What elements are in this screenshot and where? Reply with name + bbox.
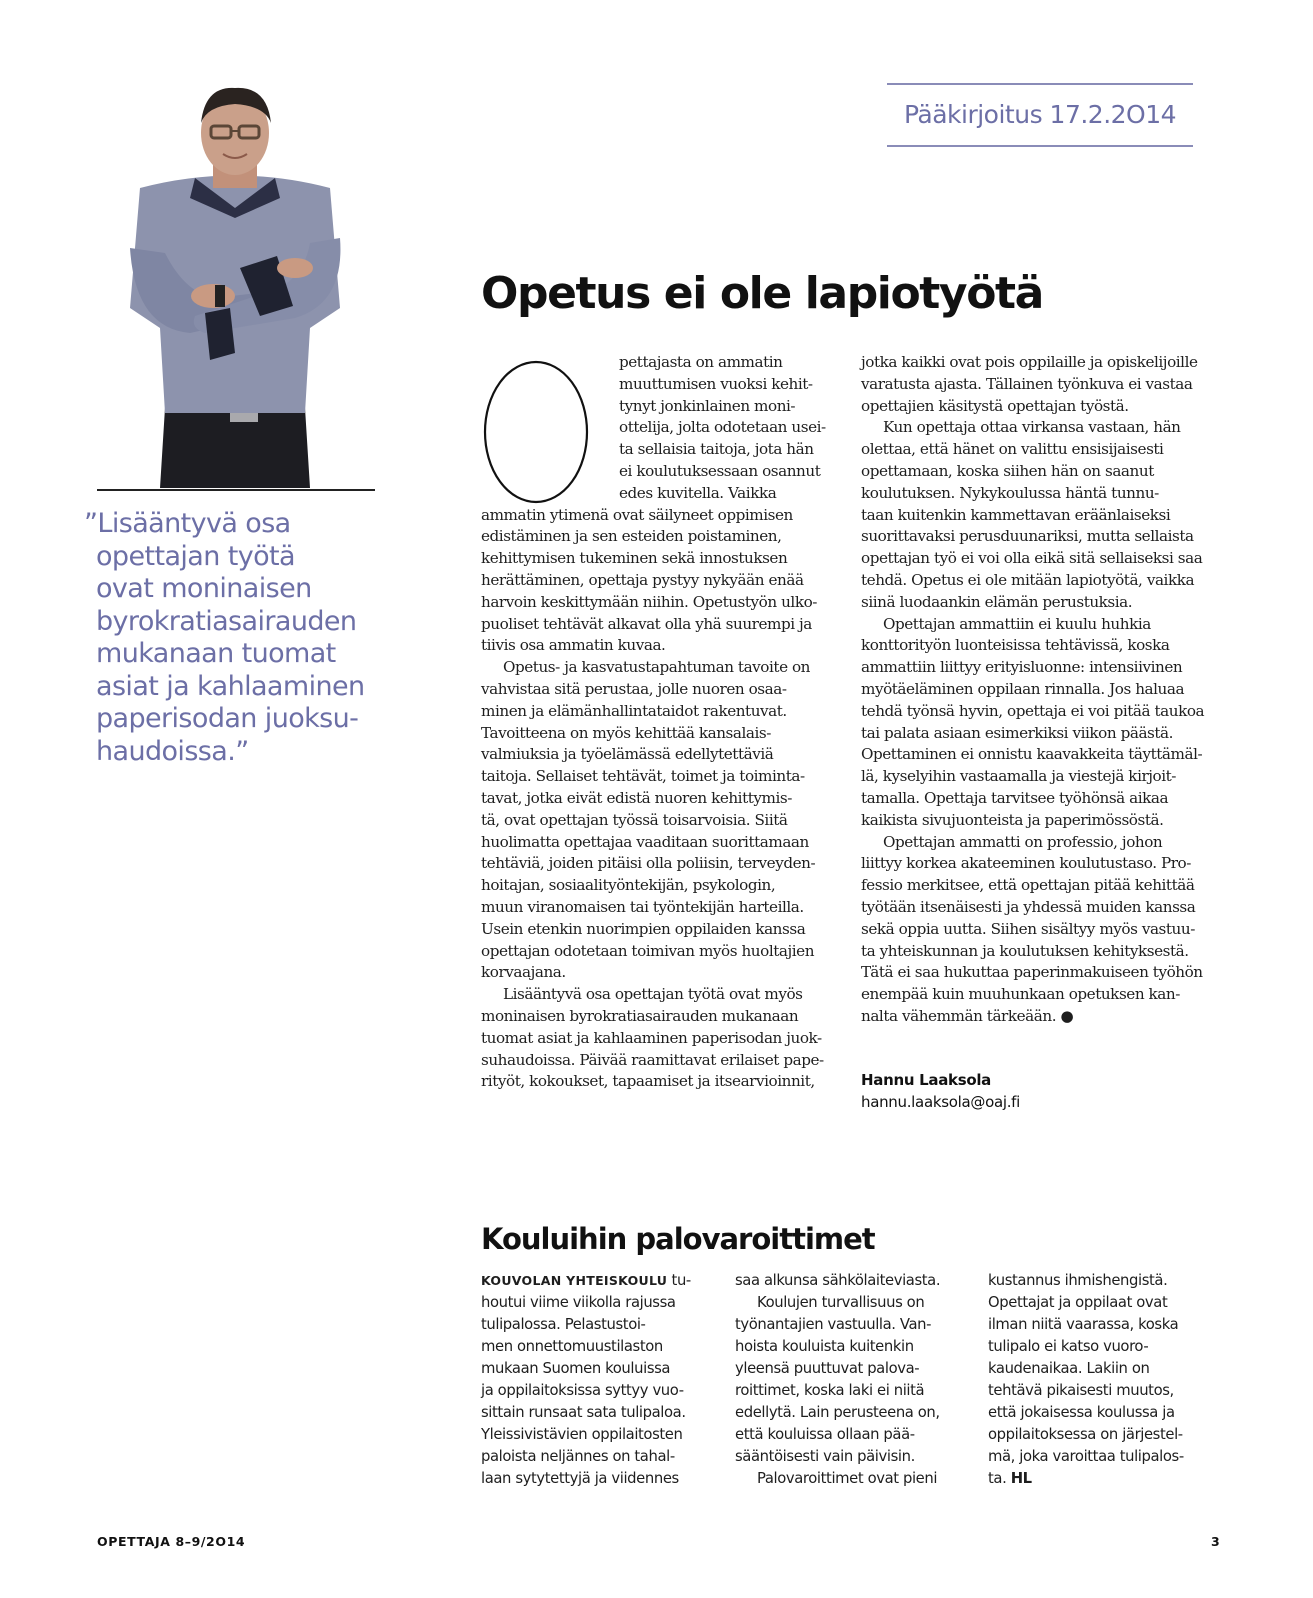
body-line: jotka kaikki ovat pois oppilaille ja opiskelijoille: [861, 353, 1198, 371]
body-line: Opettajan ammattiin ei kuulu huhkia: [883, 614, 1151, 633]
body-line: koulutuksen. Nykykoulussa häntä tunnu-: [861, 483, 1159, 502]
body-line: tuomat asiat ja kahlaaminen paperisodan juok-: [481, 1028, 822, 1047]
body-line: rityöt, kokoukset, tapaamiset ja itsearvioinnit,: [481, 1072, 815, 1091]
body-line: Opettajan ammatti on professio, johon: [883, 832, 1163, 851]
body-line: ammattiin liittyy erityisluonne: intensiivinen: [861, 658, 1183, 677]
body-line: ammatin ytimenä ovat säilyneet oppimisen: [481, 505, 793, 524]
news-line: sääntöisesti vain päivisin.: [735, 1448, 915, 1465]
news-line: mä, joka varoittaa tulipalos-: [988, 1448, 1184, 1465]
news-line: sittain runsaat sata tulipaloa.: [481, 1404, 686, 1421]
body-line: lä, kyselyihin vastaamalla ja viestejä kirjoit-: [861, 767, 1176, 786]
news-line: Opettajat ja oppilaat ovat: [988, 1294, 1168, 1311]
body-line: pettajasta on ammatin: [619, 353, 783, 371]
news-line: ilman niitä vaarassa, koska: [988, 1316, 1179, 1333]
body-line: ta sellaisia taitoja, jota hän: [619, 440, 814, 459]
body-line: tehdä. Opetus ei ole mitään lapiotyötä, vaikka: [861, 570, 1195, 589]
body-line: tehtäviä, joiden pitäisi olla poliisin, terveyden-: [481, 854, 816, 873]
body-line: opettajan odotetaan toimivan myös huoltajien: [481, 941, 815, 960]
news-line: houtui viime viikolla rajussa: [481, 1294, 676, 1311]
news-last-prefix: ta.: [988, 1470, 1011, 1487]
pull-quote-line: asiat ja kahlaaminen: [96, 670, 365, 702]
news-signature: HL: [1010, 1470, 1032, 1487]
pull-quote-line: ”Lisääntyvä osa: [84, 508, 291, 539]
news-headline: Kouluihin palovaroittimet: [481, 1222, 875, 1256]
news-line: Koulujen turvallisuus on: [757, 1294, 925, 1311]
news-column-2: [735, 1270, 940, 1490]
body-line: Usein etenkin nuorimpien oppilaiden kanssa: [481, 919, 806, 938]
news-line: että jokaisessa koulussa ja: [988, 1404, 1175, 1421]
body-line: konttorityön luonteisissa tehtävissä, koska: [861, 636, 1170, 655]
news-line: tehtävä pikaisesti muutos,: [988, 1382, 1174, 1399]
body-line: kaikista sivujuonteista ja paperimössöstä.: [861, 810, 1164, 829]
section-label: Pääkirjoitus 17.2.2O14: [903, 100, 1177, 129]
body-line: edes kuvitella. Vaikka: [619, 483, 777, 502]
body-line: suorittavaksi perusduunariksi, mutta sellaista: [861, 527, 1194, 546]
body-line: taan kuitenkin kammettavan eräänlaiseksi: [861, 505, 1171, 524]
news-lead-caps: KOUVOLAN YHTEISKOULU: [481, 1273, 668, 1288]
pull-quote-line: opettajan työtä: [96, 540, 295, 572]
body-line: ta yhteiskunnan ja koulutuksen kehityksestä.: [861, 941, 1189, 960]
body-line: muuttumisen vuoksi kehit-: [619, 374, 813, 393]
news-line: tulipalo ei katso vuoro-: [988, 1338, 1149, 1355]
body-line: Lisääntyvä osa opettajan työtä ovat myös: [503, 985, 803, 1004]
body-line: Opettaminen ei onnistu kaavakkeita täyttämäl-: [861, 745, 1203, 764]
news-line: roittimet, koska laki ei niitä: [735, 1382, 925, 1399]
body-line: varatusta ajasta. Tällainen työnkuva ei vastaa: [861, 374, 1193, 393]
body-line: korvaajana.: [481, 963, 566, 982]
body-line: moninaisen byrokratiasairauden mukanaan: [481, 1006, 799, 1025]
news-line: työnantajien vastuulla. Van-: [735, 1316, 932, 1333]
body-line: sekä oppia uutta. Siihen sisältyy myös vastuu-: [861, 919, 1195, 938]
article-column-2: [861, 352, 1211, 1028]
article-column-1: [481, 352, 831, 1093]
body-line: tä, ovat opettajan työssä toisarvoisia. Siitä: [481, 810, 788, 829]
body-line: opettajien käsitystä opettajan työstä.: [861, 396, 1129, 415]
news-line: hoista kouluista kuitenkin: [735, 1338, 914, 1355]
news-column-3: [988, 1270, 1184, 1490]
body-line: huolimatta opettajaa vaaditaan suorittamaan: [481, 832, 809, 851]
body-line: nalta vähemmän tärkeään. ●: [861, 1006, 1074, 1025]
body-line: vahvistaa sitä perustaa, jolle nuoren osaa-: [481, 679, 787, 698]
body-line: Tavoitteena on myös kehittää kansalais-: [481, 723, 771, 742]
body-line: valmiuksia ja työelämässä edellytettäviä: [481, 745, 774, 764]
news-last-line: [988, 1468, 1184, 1490]
body-line: enempää kuin muuhunkaan opetuksen kan-: [861, 985, 1180, 1004]
news-line: saa alkunsa sähkölaiteviasta.: [735, 1272, 941, 1289]
body-line: Tätä ei saa hukuttaa paperinmakuiseen työhön: [861, 963, 1203, 982]
body-line: harvoin keskittymään niihin. Opetustyön ulko-: [481, 592, 817, 611]
news-lead-line: [481, 1270, 691, 1292]
author-name: Hannu Laaksola: [861, 1071, 992, 1089]
header-rule-top: [887, 83, 1193, 85]
pull-quote-line: mukanaan tuomat: [96, 638, 336, 669]
news-line: mukaan Suomen kouluissa: [481, 1360, 671, 1377]
news-line: oppilaitoksessa on järjestel-: [988, 1426, 1183, 1443]
body-line: tamalla. Opettaja tarvitsee työhönsä aikaa: [861, 788, 1169, 807]
pull-quote-line: byrokratiasairauden: [96, 605, 357, 637]
body-line: tai palata asiaan esimerkiksi viikon päästä.: [861, 723, 1174, 742]
pull-quote-line: haudoissa.”: [96, 735, 249, 767]
author-photo: [95, 78, 375, 488]
body-line: tiivis osa ammatin kuvaa.: [481, 636, 666, 655]
news-lead-rest: tu-: [667, 1272, 691, 1289]
pull-quote-line: ovat moninaisen: [96, 573, 312, 604]
photo-underline: [97, 489, 375, 491]
news-line: yleensä puuttuvat palova-: [735, 1360, 920, 1377]
pull-quote-line: paperisodan juoksu-: [96, 703, 359, 734]
body-line: Kun opettaja ottaa virkansa vastaan, hän: [883, 418, 1181, 437]
news-line: tulipalossa. Pelastustoi-: [481, 1316, 646, 1333]
news-line: Palovaroittimet ovat pieni: [757, 1470, 938, 1487]
body-line: ei koulutuksessaan osannut: [619, 461, 821, 480]
body-line: tynyt jonkinlainen moni-: [619, 396, 796, 415]
news-line: että kouluissa ollaan pää-: [735, 1426, 915, 1443]
body-line: minen ja elämänhallintataidot rakentuvat.: [481, 701, 787, 720]
news-line: Yleissivistävien oppilaitosten: [481, 1426, 683, 1443]
header-rule-bottom: [887, 145, 1193, 147]
news-line: ja oppilaitoksissa syttyy vuo-: [481, 1382, 684, 1399]
news-line: edellytä. Lain perusteena on,: [735, 1404, 940, 1421]
article-headline: Opetus ei ole lapiotyötä: [481, 268, 1043, 319]
body-line: liittyy korkea akateeminen koulutustaso. Pro-: [861, 854, 1191, 873]
footer-publication: OPETTAJA 8–9/2O14: [97, 1534, 246, 1549]
body-line: opettamaan, koska siihen hän on saanut: [861, 461, 1154, 480]
page-number: 3: [1211, 1534, 1220, 1549]
body-line: ottelija, jolta odotetaan usei-: [619, 418, 826, 437]
body-line: siinä luodaankin elämän perustuksia.: [861, 592, 1133, 611]
body-line: hoitajan, sosiaalityöntekijän, psykologin,: [481, 876, 776, 895]
news-line: kustannus ihmishengistä.: [988, 1272, 1168, 1289]
pull-quote: [84, 508, 404, 768]
news-line: kaudenaikaa. Lakiin on: [988, 1360, 1150, 1377]
body-line: työtään itsenäisesti ja yhdessä muiden kanssa: [861, 897, 1196, 916]
body-line: puoliset tehtävät alkavat olla yhä suurempi ja: [481, 614, 812, 633]
body-line: tehdä työnsä hyvin, opettaja ei voi pitää taukoa: [861, 701, 1205, 720]
author-email-link[interactable]: hannu.laaksola@oaj.fi: [861, 1093, 1021, 1111]
body-line: herättäminen, opettaja pystyy nykyään enää: [481, 570, 804, 589]
body-line: tavat, jotka eivät edistä nuoren kehittymis-: [481, 788, 792, 807]
body-line: taitoja. Sellaiset tehtävät, toimet ja toiminta-: [481, 767, 805, 786]
body-line: opettajan työ ei voi olla eikä sitä sellaiseksi saa: [861, 549, 1203, 568]
news-line: laan sytytettyjä ja viidennes: [481, 1470, 679, 1487]
body-line: myötäeläminen oppilaan rinnalla. Jos haluaa: [861, 679, 1185, 698]
body-line: fessio merkitsee, että opettajan pitää kehittää: [861, 876, 1195, 895]
body-line: Opetus- ja kasvatustapahtuman tavoite on: [503, 658, 811, 677]
body-line: edistäminen ja sen esteiden poistaminen,: [481, 527, 782, 546]
body-line: muun viranomaisen tai työntekijän harteilla.: [481, 897, 804, 916]
body-line: suhaudoissa. Päivää raamittavat erilaiset pape-: [481, 1050, 824, 1069]
body-line: olettaa, että hänet on valittu ensisijaisesti: [861, 440, 1164, 459]
body-line: kehittymisen tukeminen sekä innostuksen: [481, 549, 788, 568]
news-line: paloista neljännes on tahal-: [481, 1448, 675, 1465]
news-column-1: [481, 1270, 691, 1490]
news-line: men onnettomuustilaston: [481, 1338, 663, 1355]
